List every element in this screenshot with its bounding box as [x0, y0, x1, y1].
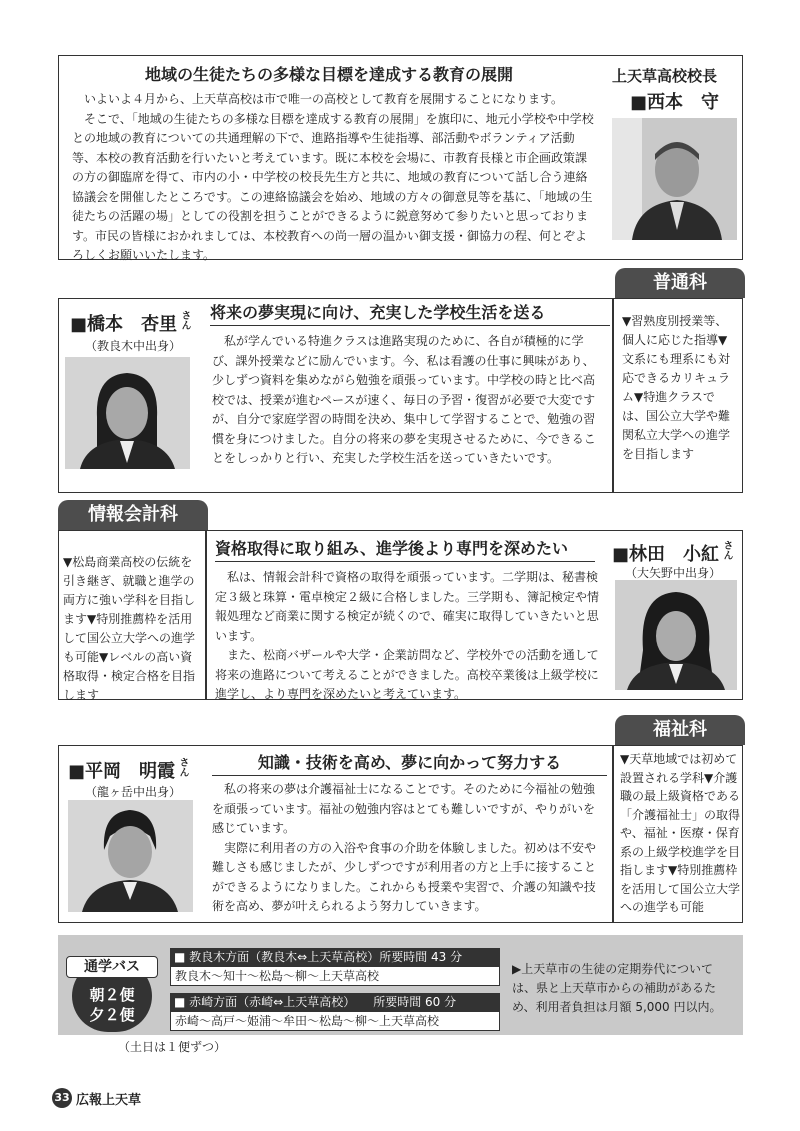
principal-body — [72, 90, 597, 266]
route-2-stops: 赤崎〜高戸〜姫浦〜牟田〜松島〜柳〜上天草高校 — [170, 1011, 500, 1031]
joho-paragraph-1: 私は、情報会計科で資格の取得を頑張っています。二学期は、秘書検定３級と珠算・電卓検定２級に合格しました。三学期も、簿記検定や情報処理など商業に関する検定が続くので、確実に取得していきたいと思います。 — [215, 570, 600, 643]
futsuka-photo — [65, 357, 190, 469]
futsuka-side-text: ▼習熟度別授業等、個人に応じた指導▼文系にも理系にも対応できるカリキュラム▼特進クラスでは、国公立大学や難関私立大学への進学を目指します — [622, 314, 731, 461]
joho-heading: 資格取得に取り組み、進学後より専門を深めたい — [215, 536, 595, 562]
futsuka-name — [70, 310, 189, 336]
futsuka-body — [212, 332, 604, 469]
route-2-head: ■ 赤崎方面（赤崎⇔上天草高校） 所要時間 60 分 — [170, 993, 500, 1011]
joho-paragraph-2: また、松商バザールや大学・企業訪問など、学校外での活動を通して将来の進路について考えることができました。高校卒業後は上級学校に進学し、より専門を深めたいと考えています。 — [215, 648, 599, 701]
bus-morning: 朝２便 — [89, 986, 135, 1004]
fukushi-name — [68, 757, 187, 783]
principal-paragraph-2: そこで、「地域の生徒たちの多様な目標を達成する教育の展開」を旗印に、地元小学校や中学校との地域の教育についての共通理解の下で、進路指導や生徒指導、部活動やボランティア活動等、本校の教育活動を行いたいと考えています。既に本校を会場に、市教育長様と市企画政策課の方の御臨席を得て、市内の小・中学校の校長先生方と共に、地域の教育について話し合う連絡協議会を開催したところです。この連絡協議会を始め、地域の方々の御意見等を基に、「地域の生徒たちの活躍の場」としての役割を担うことができるように鋭意努めて参りたいと思っております。市民の皆様におかれましては、本校教育への尚一層の温かい御支援・御協力の程、何とぞよろしくお願いいたします。 — [72, 111, 594, 262]
tag-joho: 情報会計科 — [58, 500, 208, 530]
joho-side-divider — [205, 530, 207, 700]
futsuka-name-text: ■橋本 杏里 — [70, 314, 178, 335]
fukushi-paragraph-2: 実際に利用者の方の入浴や食事の介助を体験しました。初めは不安や難しさも感じましたが、少しずつですが利用者の方と上手に接することができるようになりました。これからも授業や実習で、介護の知識や技術を高め、夢が叶えられるよう努力していきます。 — [212, 840, 597, 913]
tag-futsuka: 普通科 — [615, 268, 745, 298]
joho-origin: （大矢野中出身） — [625, 566, 722, 580]
fukushi-photo — [68, 800, 193, 912]
joho-photo — [615, 580, 737, 690]
fukushi-heading: 知識・技術を高め、夢に向かって努力する — [212, 750, 607, 776]
futsuka-origin: （教良木中出身） — [85, 339, 182, 353]
joho-name-text: ■林田 小紅 — [612, 544, 720, 565]
principal-paragraph-1: いよいよ４月から、上天草高校は市で唯一の高校として教育を展開することになります。 — [84, 92, 564, 106]
bus-weekend-note: （土日は１便ずつ） — [118, 1040, 227, 1054]
joho-honorific: さん — [721, 540, 733, 560]
publication-name: 広報上天草 — [76, 1093, 142, 1108]
bus-evening: 夕２便 — [89, 1006, 135, 1024]
principal-title: 上天草高校校長 — [612, 67, 718, 85]
fukushi-body — [212, 780, 604, 917]
route-1-stops: 教良木〜知十〜松島〜柳〜上天草高校 — [170, 966, 500, 986]
tag-fukushi: 福祉科 — [615, 715, 745, 745]
bus-subsidy-note: ▶上天草市の生徒の定期券代については、県と上天草市からの補助があるため、利用者負担は月額 5,000 円以内。 — [512, 962, 722, 1014]
joho-body — [215, 568, 605, 705]
page-number-badge: 33 — [52, 1088, 72, 1108]
fukushi-name-text: ■平岡 明霞 — [68, 761, 176, 782]
fukushi-origin: （龍ヶ岳中出身） — [85, 785, 182, 799]
principal-name: ■西本 守 — [630, 92, 720, 113]
fukushi-paragraph-1: 私の将来の夢は介護福祉士になることです。そのために今福祉の勉強を頑張っています。福祉の勉強内容はとても難しいですが、やりがいを感じています。 — [212, 782, 596, 835]
futsuka-honorific: さん — [179, 310, 191, 330]
futsuka-heading: 将来の夢実現に向け、充実した学校生活を送る — [210, 300, 610, 326]
futsuka-paragraph-1: 私が学んでいる特進クラスは進路実現のために、各自が積極的に学び、課外授業などに励んでいます。今、私は看護の仕事に興味があり、少しずつ資料を集めながら勉強を頑張っています。中学校の時と比べ高校では、授業が進むペースが速く、毎日の予習・復習が必要で大変ですが、自分で家庭学習の時間を決め、集中して学習することで、勉強の習慣を身につけました。自分の将来の夢を実現させるために、今できることをしっかりと行い、充実した学校生活を送っていきたいです。 — [212, 334, 596, 465]
route-1-head: ■ 教良木方面（教良木⇔上天草高校）所要時間 43 分 — [170, 948, 500, 966]
principal-heading: 地域の生徒たちの多様な目標を達成する教育の展開 — [145, 65, 514, 84]
fukushi-honorific: さん — [177, 757, 189, 777]
futsuka-side-divider — [612, 298, 614, 493]
joho-name — [612, 540, 731, 566]
fukushi-side-divider — [612, 745, 614, 923]
bus-label: 通学バス — [66, 956, 158, 978]
fukushi-side-text: ▼天草地域では初めて設置される学科▼介護職の最上級資格である「介護福祉士」の取得や、福祉・医療・保育系の上級学校進学を目指します▼特別推薦枠を活用して国公立大学への進学も可能 — [620, 752, 741, 914]
principal-photo — [612, 118, 737, 240]
joho-side-text: ▼松島商業高校の伝統を引き継ぎ、就職と進学の両方に強い学科を目指します▼特別推薦枠を活用して国公立大学への進学も可能▼レベルの高い資格取得・検定合格を目指します — [63, 555, 196, 702]
